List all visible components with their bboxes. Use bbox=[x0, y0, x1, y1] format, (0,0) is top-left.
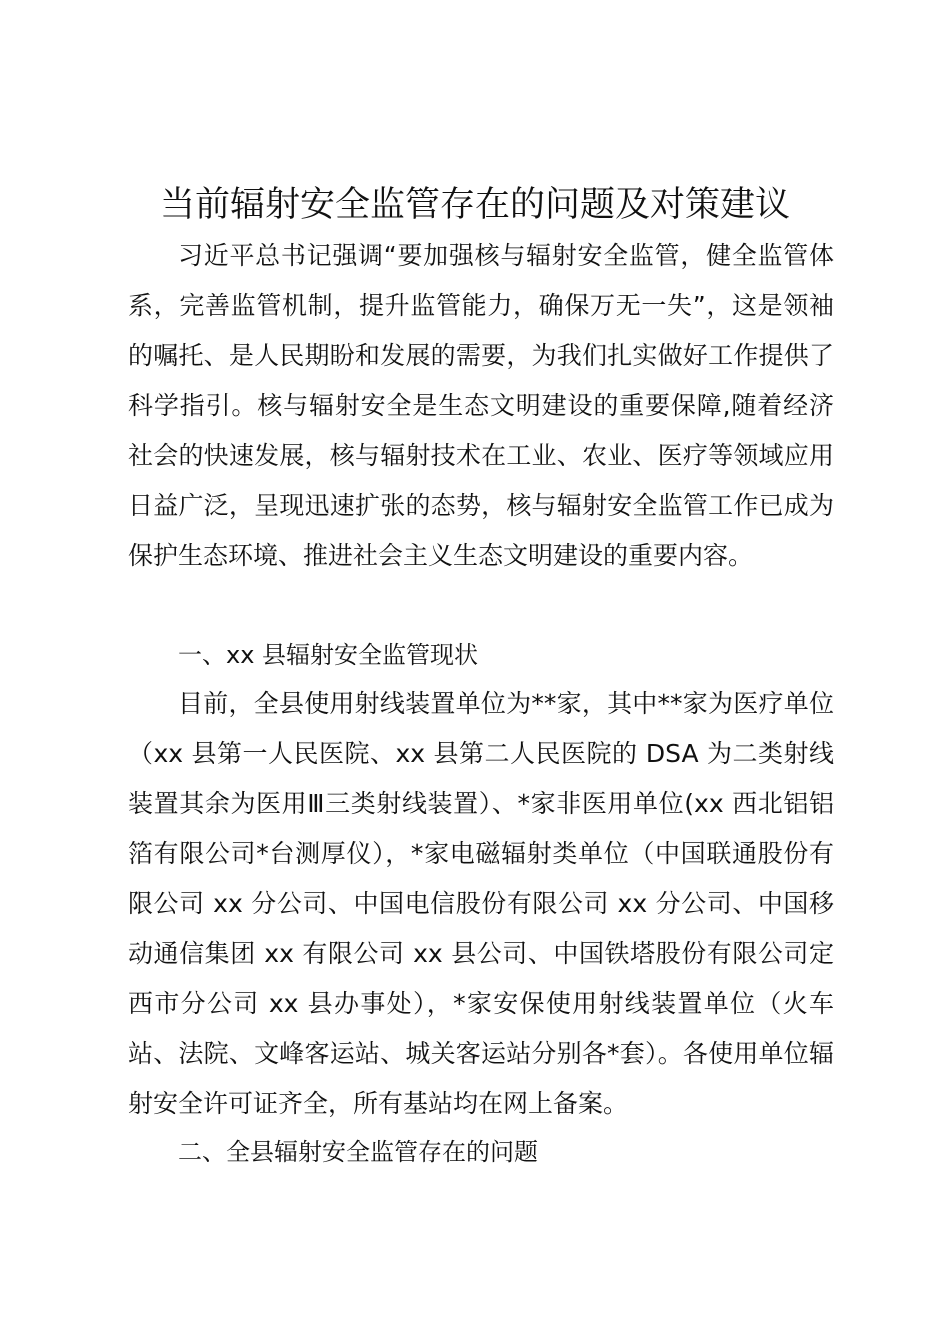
intro-paragraph: 习近平总书记强调“要加强核与辐射安全监管，健全监管体系，完善监管机制，提升监管能力，确保万无一失”，这是领袖的嘱托、是人民期盼和发展的需要，为我们扎实做好工作提供了科学指引。核与辐射安全是生态文明建设的重要保障,随着经济社会的快速发展，核与辐射技术在工业、农业、医疗等领域应用日益广泛，呈现迅速扩张的态势，核与辐射安全监管工作已成为保护生态环境、推进社会主义生态文明建设的重要内容。 bbox=[128, 241, 834, 570]
document-title: 当前辐射安全监管存在的问题及对策建议 bbox=[159, 185, 790, 225]
section-2-heading: 二、全县辐射安全监管存在的问题 bbox=[178, 1138, 538, 1166]
section-1-body: 目前，全县使用射线装置单位为**家，其中**家为医疗单位（xx 县第一人民医院、xx 县第二人民医院的 DSA 为二类射线装置其余为医用Ⅲ三类射线装置）、*家非医用单位(xx 西北铝铝箔有限公司*台测厚仪），*家电磁辐射类单位（中国联通股份有限公司 xx 分公司、中国电信股份有限公司 xx 分公司、中国移动通信集团 xx 有限公司 xx 县公司、中国铁塔股份有限公司定西市分公司 xx 县办事处），*家安保使用射线装置单位（火车站、法院、文峰客运站、城关客运站分别各*套）。各使用单位辐射安全许可证齐全，所有基站均在网上备案。 bbox=[128, 689, 834, 1118]
section-1-heading: 一、xx 县辐射安全监管现状 bbox=[178, 641, 479, 669]
